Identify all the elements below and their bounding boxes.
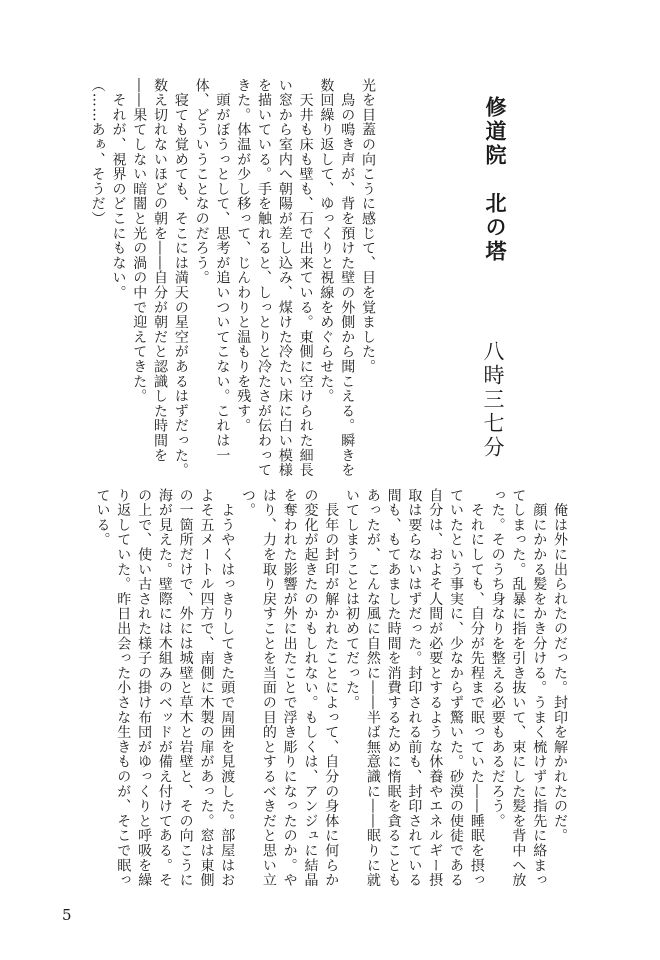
page-number: 5 — [62, 906, 72, 924]
paragraph: それにしても、自分が先程まで眠っていた――睡眠を摂っていたという事実に、少なからず驚いた。砂漠の使徒である自分は、およそ人間が必要とするような休養やエネルギー摂取は要らないはずだった。封印される前も、封印されている間も、もてあました時間を消費するために惰眠を貪ることもあったが、こんな風に自然に――半ば無意識に――眠りに就いてしまうことは初めてだった。 — [344, 488, 485, 888]
paragraph: 頭がぼうっとして、思考が追いついてこない。これは一体、どういうことなのだろう。 — [193, 78, 231, 463]
paragraph: それが、視界のどこにもない。 — [110, 78, 127, 300]
paragraph: 長年の封印が解かれたことによって、自分の身体に何らかの変化が起きたのかもしれない。もしくは、アンジュに結晶を奪われた影響が外に出たことで浮き彫りになったのか。やはり、力を取り戻すことを当面の目的とするべきだと思い立つ。 — [240, 488, 340, 888]
paragraph: 鳥の鳴き声が、背を預けた壁の外側から聞こえる。瞬きを数回繰り返して、ゆっくりと視線をめぐらせた。 — [318, 78, 356, 478]
paragraph: 俺は外に出られたのだった。封印を解かれたのだ。 — [552, 488, 568, 844]
body-text-lower — [92, 488, 570, 888]
chapter-timestamp: 八時三七分 — [481, 340, 505, 460]
body-text-upper — [87, 78, 378, 478]
chapter-title: 修道院 北の塔 — [483, 96, 508, 264]
paragraph: （……あぁ、そうだ） — [89, 78, 106, 226]
paragraph: ようやくはっきりしてきた頭で周囲を見渡した。部屋はおよそ五メートル四方で、南側に木製の扉があった。窓は東側の一箇所だけで、外には城壁と草木と岩壁と、その向こうに海が見えた。壁際には木組みのベッドが備え付けてある。その上で、使い古された様子の掛け布団がゆっくりと呼吸を繰り返していた。昨日出会った小さな生きものが、そこで眠っている。 — [94, 488, 236, 888]
paragraph: 顔にかかる髪をかき分ける。うまく梳けずに指先に絡まってしまった。乱暴に指を引き抜いて、束にした髪を背中へ放った。そのうち身なりを整える必要もあるだろう。 — [489, 488, 548, 888]
paragraph: 光を目蓋の向こうに感じて、目を覚ました。 — [360, 78, 376, 374]
paragraph: 天井も床も壁も、石で出来ている。東側に空けられた細長い窓から室内へ朝陽が差し込み、煤けた冷たい床に白い模様を描いている。手を触れると、しっとりと冷たさが伝わってきた。体温が少し移って、じんわりと温もりを残す。 — [235, 78, 314, 478]
paragraph: 寝ても覚めても、そこには満天の星空があるはずだった。数え切れないほどの朝を――自分が朝だと認識した時間を――果てしない暗闇と光の渦の中で迎えてきた。 — [131, 78, 189, 478]
